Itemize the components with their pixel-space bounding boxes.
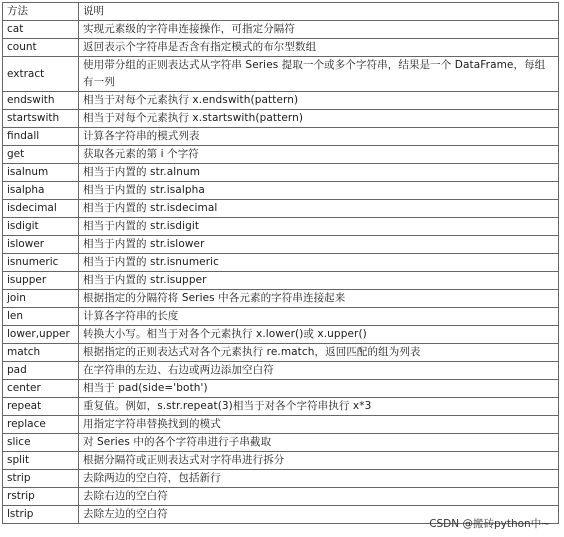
method-name: endswith	[3, 92, 79, 110]
table-row	[3, 146, 559, 164]
method-description: 去除左边的空白符	[79, 506, 559, 524]
method-description: 转换大小写。相当于对各个元素执行 x.lower()或 x.upper()	[79, 326, 559, 344]
method-name: isalpha	[3, 182, 79, 200]
method-name: get	[3, 146, 79, 164]
method-name: slice	[3, 434, 79, 452]
method-name: len	[3, 308, 79, 326]
method-description: 根据分隔符或正则表达式对字符串进行拆分	[79, 452, 559, 470]
header-method: 方法	[3, 3, 79, 21]
method-description: 使用带分组的正则表达式从字符串 Series 提取一个或多个字符串，结果是一个 DataFrame，每组有一列	[79, 57, 559, 92]
methods-table	[2, 2, 559, 524]
method-name: isdigit	[3, 218, 79, 236]
method-description: 相当于内置的 str.alnum	[79, 164, 559, 182]
method-name: islower	[3, 236, 79, 254]
method-description: 去除右边的空白符	[79, 488, 559, 506]
table-row	[3, 200, 559, 218]
method-description: 相当于内置的 str.isupper	[79, 272, 559, 290]
table-row	[3, 488, 559, 506]
method-name: rstrip	[3, 488, 79, 506]
table-row	[3, 21, 559, 39]
table-row	[3, 434, 559, 452]
method-name: count	[3, 39, 79, 57]
method-name: pad	[3, 362, 79, 380]
method-name: lstrip	[3, 506, 79, 524]
table-row	[3, 254, 559, 272]
method-description: 获取各元素的第 i 个字符	[79, 146, 559, 164]
method-description: 计算各字符串的模式列表	[79, 128, 559, 146]
method-name: join	[3, 290, 79, 308]
method-name: isupper	[3, 272, 79, 290]
method-name: strip	[3, 470, 79, 488]
table-row	[3, 362, 559, 380]
table-row	[3, 398, 559, 416]
table-row	[3, 39, 559, 57]
table-row	[3, 344, 559, 362]
table-row	[3, 218, 559, 236]
table-row	[3, 290, 559, 308]
method-name: startswith	[3, 110, 79, 128]
method-description: 返回表示个字符串是否含有指定模式的布尔型数组	[79, 39, 559, 57]
table-row	[3, 380, 559, 398]
method-name: isalnum	[3, 164, 79, 182]
method-description: 相当于内置的 str.isalpha	[79, 182, 559, 200]
method-name: isnumeric	[3, 254, 79, 272]
header-description: 说明	[79, 3, 559, 21]
table-row	[3, 452, 559, 470]
method-description: 相当于对每个元素执行 x.startswith(pattern)	[79, 110, 559, 128]
method-description: 相当于内置的 str.isdecimal	[79, 200, 559, 218]
method-description: 去除两边的空白符，包括新行	[79, 470, 559, 488]
method-name: extract	[3, 57, 79, 92]
method-description: 计算各字符串的长度	[79, 308, 559, 326]
method-description: 在字符串的左边、右边或两边添加空白符	[79, 362, 559, 380]
method-description: 对 Series 中的各个字符串进行子串截取	[79, 434, 559, 452]
table-row	[3, 470, 559, 488]
method-description: 相当于 pad(side='both')	[79, 380, 559, 398]
method-description: 相当于内置的 str.isdigit	[79, 218, 559, 236]
table-header-row	[3, 3, 559, 21]
method-name: repeat	[3, 398, 79, 416]
method-name: split	[3, 452, 79, 470]
table-row	[3, 326, 559, 344]
method-name: replace	[3, 416, 79, 434]
watermark: CSDN @搬砖python中~	[429, 518, 550, 530]
table-row	[3, 182, 559, 200]
method-description: 相当于内置的 str.islower	[79, 236, 559, 254]
method-description: 根据指定的正则表达式对各个元素执行 re.match，返回匹配的组为列表	[79, 344, 559, 362]
table-row	[3, 416, 559, 434]
method-name: match	[3, 344, 79, 362]
method-name: isdecimal	[3, 200, 79, 218]
method-description: 相当于对每个元素执行 x.endswith(pattern)	[79, 92, 559, 110]
method-name: cat	[3, 21, 79, 39]
table-row	[3, 308, 559, 326]
table-row	[3, 272, 559, 290]
method-description: 根据指定的分隔符将 Series 中各元素的字符串连接起来	[79, 290, 559, 308]
table-row	[3, 110, 559, 128]
method-description: 重复值。例如，s.str.repeat(3)相当于对各个字符串执行 x*3	[79, 398, 559, 416]
method-name: findall	[3, 128, 79, 146]
table-row	[3, 164, 559, 182]
table-row	[3, 92, 559, 110]
table-row	[3, 57, 559, 92]
method-name: lower,upper	[3, 326, 79, 344]
method-description: 实现元素级的字符串连接操作，可指定分隔符	[79, 21, 559, 39]
method-description: 用指定字符串替换找到的模式	[79, 416, 559, 434]
table-row	[3, 128, 559, 146]
method-name: center	[3, 380, 79, 398]
method-description: 相当于内置的 str.isnumeric	[79, 254, 559, 272]
table-row	[3, 236, 559, 254]
